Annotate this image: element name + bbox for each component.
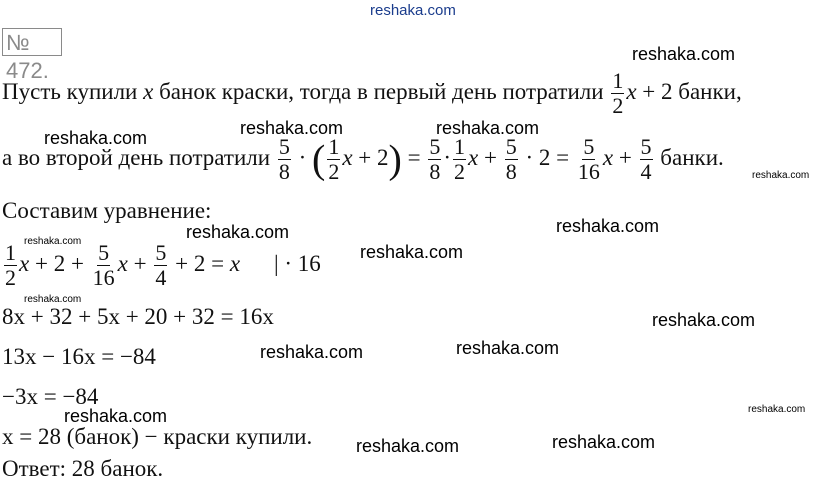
variable: x xyxy=(468,144,479,170)
fraction: $\frac{5}{4}$ xyxy=(155,240,167,290)
variable: x xyxy=(143,78,154,104)
solution-line-3: Составим уравнение: xyxy=(2,198,212,223)
solution-line-4 xyxy=(2,242,321,289)
fraction: $\frac{1}{2}$ xyxy=(328,134,340,184)
problem-number: № 472. xyxy=(2,28,62,56)
watermark-small: reshaka.com xyxy=(752,170,810,181)
watermark: reshaka.com xyxy=(552,432,656,452)
site-header: reshaka.com xyxy=(370,2,456,19)
multiplier-note: | · 16 xyxy=(274,250,321,276)
variable: x xyxy=(117,250,128,276)
watermark-small: reshaka.com xyxy=(24,236,82,247)
fraction: $\frac{5}{4}$ xyxy=(640,134,652,184)
paren-open: ( xyxy=(311,136,326,182)
text: + 2 xyxy=(352,144,389,170)
text: банки. xyxy=(654,144,724,170)
watermark: reshaka.com xyxy=(652,310,756,330)
solution-line-8: x = 28 (банок) − краски купили. xyxy=(2,424,313,449)
paren-close: ) xyxy=(388,136,402,182)
text: = xyxy=(401,144,427,170)
watermark: reshaka.com xyxy=(260,342,364,362)
watermark: reshaka.com xyxy=(436,118,540,138)
solution-line-6: 13x − 16x = −84 xyxy=(2,344,156,369)
fraction: $\frac{5}{16}$ xyxy=(92,240,115,290)
text: + xyxy=(127,250,153,276)
solution-line-5: 8x + 32 + 5x + 20 + 32 = 16x xyxy=(2,304,274,329)
text: Пусть купили xyxy=(2,78,144,104)
variable: x xyxy=(229,250,241,276)
variable: x xyxy=(626,78,637,104)
fraction: $\frac{5}{8}$ xyxy=(505,134,517,184)
answer-line: Ответ: 28 банок. xyxy=(2,456,164,481)
fraction: $\frac{1}{2}$ xyxy=(5,240,16,290)
solution-line-7: −3x = −84 xyxy=(2,384,99,409)
watermark: reshaka.com xyxy=(44,128,148,148)
watermark: reshaka.com xyxy=(186,222,290,242)
text: банок краски, тогда в первый день потратили xyxy=(153,78,610,104)
fraction: $\frac{1}{2}$ xyxy=(454,134,465,184)
solution-line-2: а во второй день потратили $\frac{5}{8}$ · ( $\frac{1}{2}$ x + 2) = $\frac{5}{8}$ · $\frac{1}{2}$ x + $\frac{5}{8}$ · 2 = $\frac{5}{16}$ x + $\frac{5}{4}$ банки. xyxy=(2,134,724,184)
variable: x xyxy=(19,250,30,276)
watermark: reshaka.com xyxy=(556,216,660,236)
watermark: reshaka.com xyxy=(240,118,344,138)
fraction: $\frac{1}{2}$ xyxy=(612,68,624,118)
text: + 2 банки, xyxy=(636,78,742,104)
fraction: $\frac{5}{8}$ xyxy=(429,134,441,184)
fraction: $\frac{5}{8}$ xyxy=(278,134,290,184)
solution-line-1 xyxy=(2,70,742,117)
text: а во второй день потратили xyxy=(2,144,276,170)
text: + 2 = xyxy=(169,250,230,276)
watermark: reshaka.com xyxy=(360,242,464,262)
variable: x xyxy=(342,144,353,170)
watermark: reshaka.com xyxy=(356,436,460,456)
fraction: $\frac{5}{16}$ xyxy=(577,134,600,184)
variable: x xyxy=(602,144,614,170)
text: · 2 = xyxy=(519,144,575,170)
watermark-small: reshaka.com xyxy=(24,294,82,305)
watermark: reshaka.com xyxy=(632,44,736,64)
watermark: reshaka.com xyxy=(64,406,168,426)
text: + 2 + xyxy=(29,250,90,276)
watermark-small: reshaka.com xyxy=(748,404,806,415)
watermark: reshaka.com xyxy=(456,338,560,358)
